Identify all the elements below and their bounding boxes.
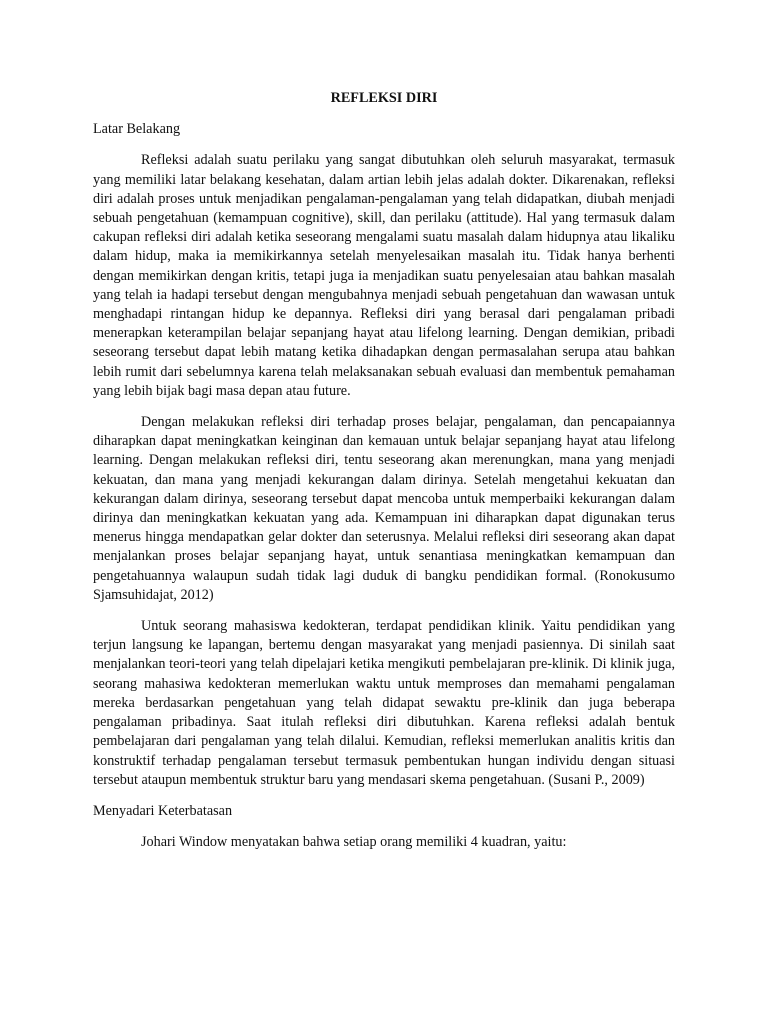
paragraph: Dengan melakukan refleksi diri terhadap proses belajar, pengalaman, dan pencapaiannya diharapkan dapat meningkatkan keinginan dan kemauan untuk belajar sepanjang hayat atau lifelong learning. Dengan melakukan refleksi diri, tentu seseorang akan merenungkan, mana yang menjadi kekuatan, dan mana yang menjadi kekurangan dalam dirinya. Setelah mengetahui kekuatan dan kekurangan dalam dirinya, seseorang tersebut dapat mencoba untuk memperbaiki kekurangan dalam dirinya dan meningkatkan kekuatan yang ada. Kemampuan ini diharapkan dapat digunakan terus menerus hingga mendapatkan gelar dokter dan seterusnya. Melalui refleksi diri seseorang akan dapat menjalankan proses belajar sepanjang hayat, untuk senantiasa meningkatkan kemampuan dan pengetahuannya walaupun sudah tidak lagi duduk di bangku pendidikan formal. (Ronokusumo Sjamsuhidajat, 2012) <box>93 414 675 603</box>
section-heading-latar-belakang: Latar Belakang <box>93 121 181 138</box>
section-heading-menyadari-keterbatasan: Menyadari Keterbatasan <box>93 802 233 819</box>
paragraph: Refleksi adalah suatu perilaku yang sangat dibutuhkan oleh seluruh masyarakat, termasuk yang memiliki latar belakang kesehatan, dalam artian lebih jelas adalah dokter. Dikarenakan, refleksi diri adalah proses untuk menjadikan pengalaman-pengalaman yang telah didapatkan, diubah menjadi sebuah pengetahuan (kemampuan cognitive), skill, dan perilaku (attitude). Hal yang termasuk dalam cakupan refleksi diri adalah ketika seseorang mengalami suatu masalah dalam hidupnya atau likaliku dalam hidup, maka ia memikirkannya setelah menyelesaikan masalah itu. Tidak hanya berhenti dengan memikirkan dengan kritis, tetapi juga ia menjadikan suatu penyelesaian atau bahkan masalah yang telah ia hadapi tersebut dengan mengubahnya menjadi sebuah pengetahuan dan wawasan untuk menghadapi rintangan hidup ke depannya. Refleksi diri yang berasal dari pengalaman pribadi menerapkan keterampilan belajar sepanjang hayat atau lifelong learning. Dengan demikian, pribadi seseorang tersebut dapat lebih matang ketika dihadapkan dengan permasalahan serupa atau bahkan lebih rumit dari sebelumnya karena telah melaksanakan sebuah evaluasi dan membentuk pemahaman yang lebih bijak bagi masa depan atau future. <box>93 152 675 399</box>
paragraph: Untuk seorang mahasiswa kedokteran, terdapat pendidikan klinik. Yaitu pendidikan yang terjun langsung ke lapangan, bertemu dengan masyarakat yang menjadi pasiennya. Di sinilah saat menjalankan teori-teori yang telah dipelajari ketika mengikuti pembelajaran pre-klinik. Di klinik juga, seorang mahasiwa kedokteran memerlukan waktu untuk memproses dan memahami pengalaman mereka berdasarkan pengetahuan yang telah didapat sewaktu pre-klinik dan juga beberapa pengalaman pribadinya. Saat itulah refleksi diri dibutuhkan. Karena refleksi adalah bentuk pembelajaran dari pengalaman yang telah dilalui. Kemudian, refleksi memerlukan analitis kritis dan konstruktif terhadap pengalaman tersebut termasuk pembentukan hungan individu dengan situasi tersebut ataupun membentuk struktur baru yang mendasari skema pengetahuan. (Susani P., 2009) <box>93 618 675 788</box>
document-title: REFLEKSI DIRI <box>330 90 438 106</box>
document-body <box>93 89 675 852</box>
paragraph: Johari Window menyatakan bahwa setiap orang memiliki 4 kuadran, yaitu: <box>141 834 567 851</box>
